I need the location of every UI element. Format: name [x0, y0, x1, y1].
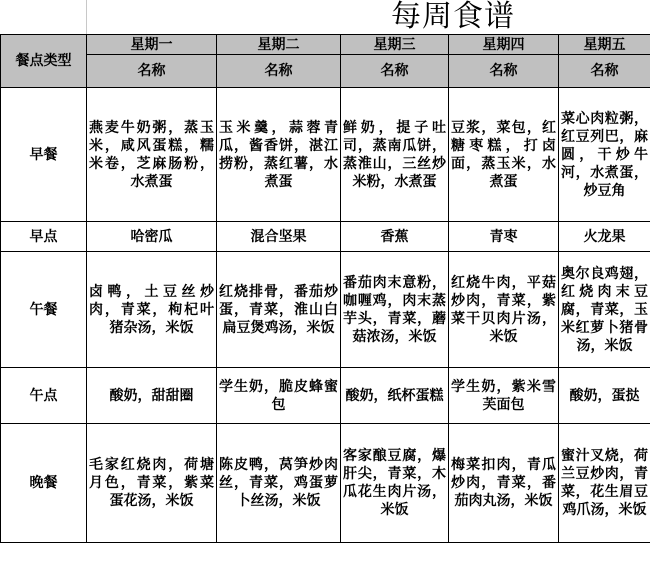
table-row-morning-snack — [1, 222, 650, 252]
menu-cell: 酸奶，蛋挞 — [559, 368, 650, 424]
menu-cell: 奥尔良鸡翅，红烧肉末豆腐，青菜，玉米红萝卜猪骨汤，米饭 — [559, 252, 650, 368]
table-row-afternoon-snack — [1, 368, 650, 424]
page-title: 每周食谱 — [391, 0, 515, 34]
table-row-dinner — [1, 424, 650, 543]
menu-cell: 梅菜扣肉，青瓜炒肉，青菜，番茄肉丸汤，米饭 — [449, 424, 559, 543]
menu-cell: 哈密瓜 — [87, 222, 217, 252]
menu-cell: 客家酿豆腐，爆肝尖，青菜，木瓜花生肉片汤，米饭 — [341, 424, 449, 543]
menu-cell: 香蕉 — [341, 222, 449, 252]
meal-type-morning-snack: 早点 — [1, 222, 87, 252]
day-header-tuesday: 星期二 — [217, 35, 341, 55]
menu-cell: 青枣 — [449, 222, 559, 252]
menu-cell: 菜心肉粒粥，红豆列巴，麻圆，干炒牛河，水煮蛋，炒豆角 — [559, 88, 650, 222]
meal-type-breakfast: 早餐 — [1, 88, 87, 222]
menu-cell: 豆浆，菜包，红糖枣糕，打卤面，蒸玉米，水煮蛋 — [449, 88, 559, 222]
name-header: 名称 — [217, 55, 341, 88]
menu-cell: 学生奶，脆皮蜂蜜包 — [217, 368, 341, 424]
menu-cell: 红烧排骨，番茄炒蛋，青菜，淮山白扁豆煲鸡汤，米饭 — [217, 252, 341, 368]
table-row-lunch — [1, 252, 650, 368]
day-header-monday: 星期一 — [87, 35, 217, 55]
name-header-row — [1, 55, 650, 88]
weekly-menu-table — [0, 34, 650, 543]
menu-cell: 酸奶，纸杯蛋糕 — [341, 368, 449, 424]
menu-cell: 毛家红烧肉，荷塘月色，青菜，紫菜蛋花汤，米饭 — [87, 424, 217, 543]
name-header: 名称 — [341, 55, 449, 88]
day-header-thursday: 星期四 — [449, 35, 559, 55]
menu-cell: 陈皮鸭，莴笋炒肉丝，青菜，鸡蛋萝卜丝汤，米饭 — [217, 424, 341, 543]
menu-cell: 番茄肉末意粉，咖喱鸡，肉末蒸芋头，青菜，蘑菇浓汤，米饭 — [341, 252, 449, 368]
meal-type-afternoon-snack: 午点 — [1, 368, 87, 424]
menu-cell: 鲜奶，提子吐司，蒸南瓜饼，蒸淮山，三丝炒米粉，水煮蛋 — [341, 88, 449, 222]
name-header: 名称 — [449, 55, 559, 88]
menu-cell: 红烧牛肉，平菇炒肉，青菜，紫菜干贝肉片汤，米饭 — [449, 252, 559, 368]
menu-cell: 蜜汁叉烧，荷兰豆炒肉，青菜，花生眉豆鸡爪汤，米饭 — [559, 424, 650, 543]
menu-cell: 卤鸭，土豆丝炒肉，青菜，枸杞叶猪杂汤，米饭 — [87, 252, 217, 368]
day-header-wednesday: 星期三 — [341, 35, 449, 55]
menu-cell: 混合坚果 — [217, 222, 341, 252]
meal-type-header: 餐点类型 — [1, 35, 87, 88]
menu-cell: 酸奶，甜甜圈 — [87, 368, 217, 424]
name-header: 名称 — [87, 55, 217, 88]
menu-cell: 火龙果 — [559, 222, 650, 252]
menu-cell: 燕麦牛奶粥，蒸玉米，咸风蛋糕，糯米卷，芝麻肠粉，水煮蛋 — [87, 88, 217, 222]
table-row-breakfast — [1, 88, 650, 222]
day-header-row — [1, 35, 650, 55]
meal-type-dinner: 晚餐 — [1, 424, 87, 543]
title-area — [86, 0, 650, 34]
menu-cell: 玉米羹，蒜蓉青瓜，酱香饼，湛江捞粉，蒸红薯，水煮蛋 — [217, 88, 341, 222]
name-header: 名称 — [559, 55, 650, 88]
day-header-friday: 星期五 — [559, 35, 650, 55]
meal-type-lunch: 午餐 — [1, 252, 87, 368]
menu-cell: 学生奶，紫米雪芙面包 — [449, 368, 559, 424]
